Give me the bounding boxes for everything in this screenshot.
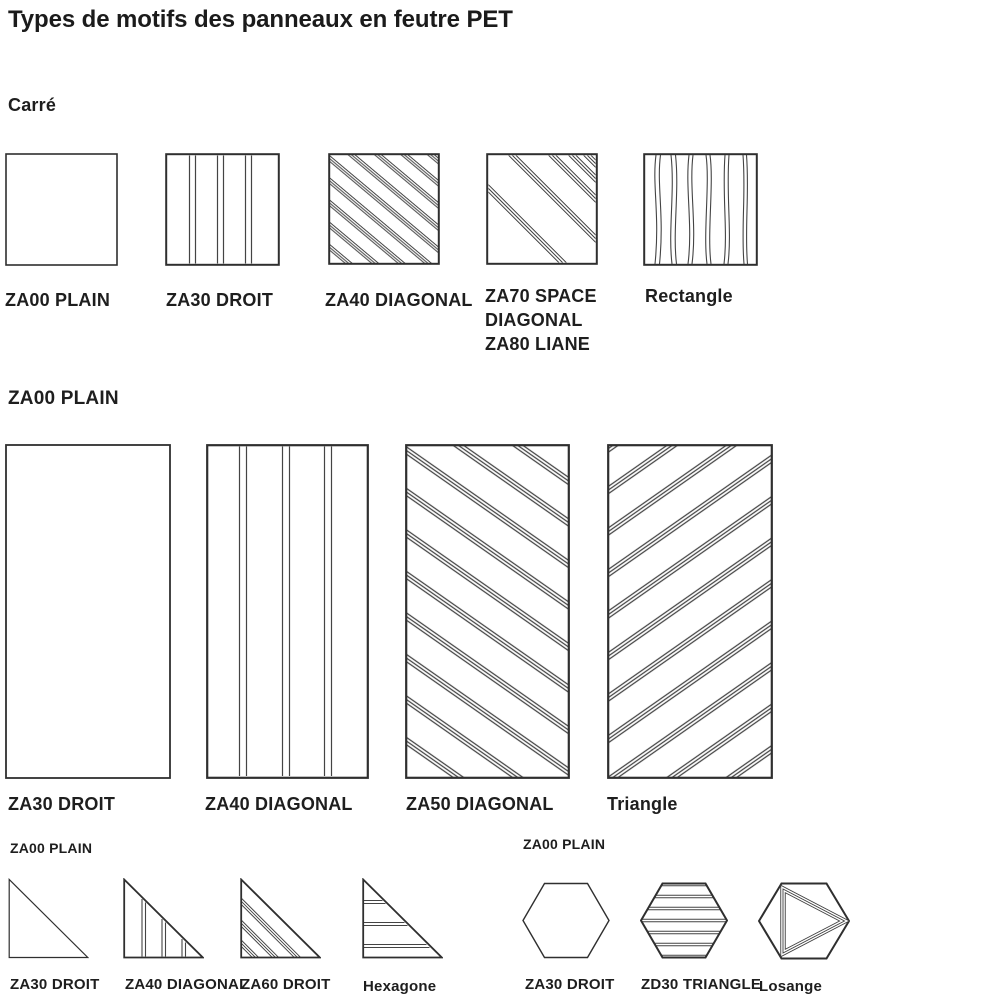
panel-label: ZA40 DIAGONAL bbox=[125, 976, 249, 993]
panel-label: ZA00 PLAIN bbox=[5, 290, 111, 310]
panel-zd30-triangle-hexagon bbox=[640, 882, 728, 959]
panel-za00-plain-square bbox=[5, 153, 118, 266]
panel-label: ZD30 TRIANGLE bbox=[641, 976, 762, 993]
panel-za50-diagonal-rectangle bbox=[405, 444, 570, 779]
panel-label: ZA40 DIAGONAL bbox=[325, 290, 473, 310]
panel-label: ZA30 DROIT bbox=[166, 290, 274, 310]
panel-label: ZA50 DIAGONAL bbox=[406, 794, 554, 814]
panel-label: Hexagone bbox=[363, 978, 437, 995]
panel-za30-droit-triangle bbox=[8, 878, 89, 959]
panel-za40-diagonal-rectangle bbox=[206, 444, 369, 779]
panel-label-multiline: ZA70 SPACE DIAGONAL ZA80 LIANE bbox=[485, 286, 597, 354]
panel-label: ZA30 DROIT bbox=[8, 794, 116, 814]
panel-za40-diagonal-square bbox=[328, 153, 440, 265]
panel-za30-droit-hexagon bbox=[522, 882, 610, 959]
panel-za60-droit-triangle bbox=[240, 878, 321, 959]
panel-za30-droit-square bbox=[165, 153, 280, 266]
section-heading-triangles: ZA00 PLAIN bbox=[10, 840, 93, 856]
panel-label: Rectangle bbox=[645, 286, 733, 306]
panel-label: ZA30 DROIT bbox=[10, 976, 100, 993]
panel-triangle-rectangle bbox=[607, 444, 773, 779]
panel-label: ZA30 DROIT bbox=[525, 976, 615, 993]
panel-za30-droit-rectangle bbox=[5, 444, 171, 779]
panel-hexagone-triangle bbox=[362, 878, 443, 959]
panel-label: Triangle bbox=[607, 794, 678, 814]
section-heading-carre: Carré bbox=[8, 95, 57, 115]
panel-rectangle-square bbox=[643, 153, 758, 266]
panel-label: ZA60 DROIT bbox=[241, 976, 331, 993]
panel-label: ZA40 DIAGONAL bbox=[205, 794, 353, 814]
page-title: Types de motifs des panneaux en feutre PET bbox=[8, 6, 513, 33]
panel-label: Losange bbox=[759, 978, 823, 995]
section-heading-hexagons: ZA00 PLAIN bbox=[523, 836, 606, 852]
panel-za40-diagonal-triangle bbox=[123, 878, 204, 959]
panel-za70-za80-square bbox=[486, 153, 598, 265]
panel-losange-hexagon bbox=[758, 882, 850, 960]
section-heading-rectangles: ZA00 PLAIN bbox=[8, 388, 119, 409]
